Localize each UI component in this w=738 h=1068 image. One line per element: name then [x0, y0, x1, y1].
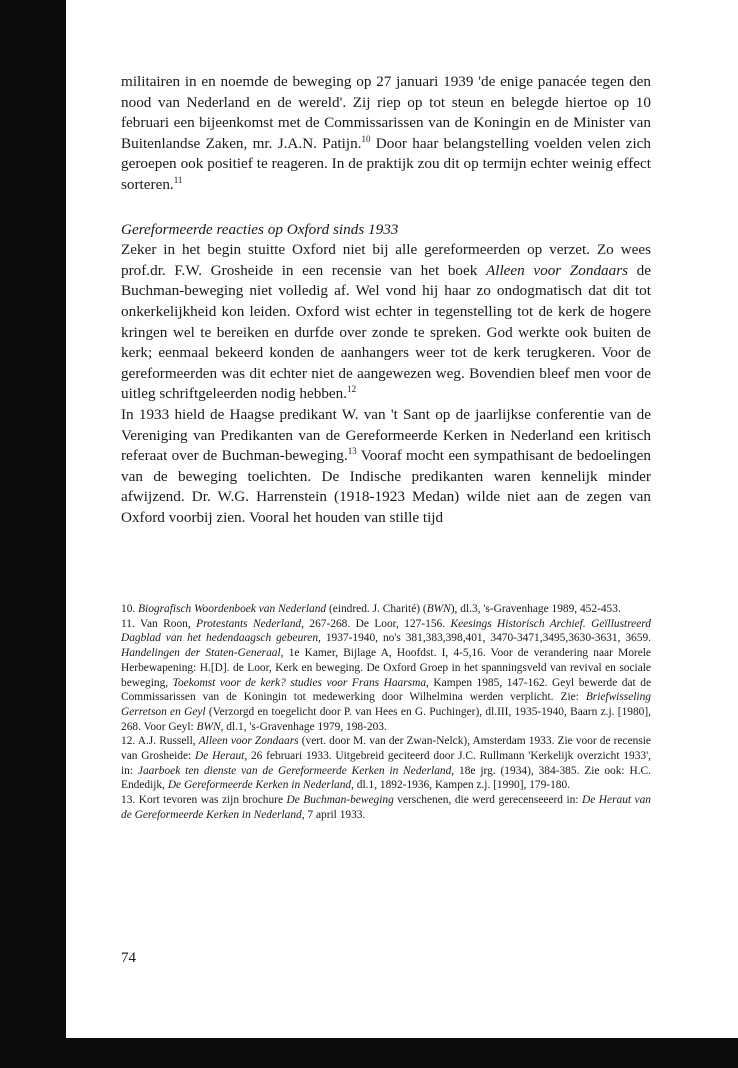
paragraph-1: militairen in en noemde de beweging op 27 januari 1939 'de enige panacée tegen den nood van Nederland en de wereld'. Zij riep op tot steun en belegde hiertoe op 10 februari een bijeenkomst met de Commissarissen van de Koningin en de Minister van Buitenlandse Zaken, mr. J.A.N. Patijn.$^{10}$ Door haar belangstelling voelden velen zich geroepen ook positief te reageren. In de praktijk zou dit op termijn echter weinig effect sorteren.$^{11}$ — [121, 73, 651, 193]
scan-border-left — [0, 0, 66, 1068]
footnote-ref-10[interactable]: 10 — [361, 133, 371, 144]
footnote-ref-11[interactable]: 11 — [173, 174, 183, 185]
footnote-13: 13. Kort tevoren was zijn brochure De Buchman-beweging verschenen, die werd gerecenseeerd in: De Heraut van de Gereformeerde Kerken in Nederland, 7 april 1933. — [121, 794, 651, 821]
footnote-ref-13[interactable]: 13 — [347, 446, 357, 457]
main-text — [121, 72, 651, 528]
footnote-12: 12. A.J. Russell, Alleen voor Zondaars (vert. door M. van der Zwan-Nelck), Amsterdam 1933. Zie voor de recensie van Grosheide: De Heraut, 26 februari 1933. Uitgebreid geciteerd door J.C. Rullmann 'Kerkelijk overzicht 1933', in: Jaarboek ten dienste van de Gereformeerde Kerken in Nederland, 18e jrg. (1934), 384-385. Zie ook: H.C. Endedijk, De Gereformeerde Kerken in Nederland, dl.1, 1892-1936, Kampen z.j. [1990], 179-180. — [121, 735, 651, 792]
footnote-ref-12[interactable]: 12 — [347, 384, 357, 395]
paragraph-2: Zeker in het begin stuitte Oxford niet bij alle gereformeerden op verzet. Zo wees prof.dr. F.W. Grosheide in een recensie van het boek Alleen voor Zondaars de Buchman-beweging niet volledig af. Wel vond hij haar zo ondogmatisch dat dit tot onkerkelijkheid kon leiden. Oxford wist echter in tegenstelling tot de kerk de hogere kringen wel te bereiken en durfde over zonde te spreken. God werkte ook buiten de kerk; eenmaal bekeerd konden de aanhangers weer tot de kerk terugkeren. Voor de gereformeerden was dit echter niet de aangewezen weg. Bovendien bleef men voor de uitleg schriftgeleerden nodig hebben.$^{12}$ — [121, 241, 651, 403]
footnote-11: 11. Van Roon, Protestants Nederland, 267-268. De Loor, 127-156. Keesings Historisch Archief. Geïllustreerd Dagblad van het hedendaagsch gebeuren, 1937-1940, no's 381,383,398,401, 3470-3471,3495,3630-3631, 3659. Handelingen der Staten-Generaal, 1e Kamer, Bijlage A, Hoofdst. I, 4-5,16. Voor de verandering naar Morele Herbewapening: H.[D]. de Loor, Kerk en beweging. De Oxford Groep in het spanningsveld van revival en sociale beweging, Toekomst voor de kerk? studies voor Frans Haarsma, Kampen 1985, 147-162. Geyl bewerde dat de Commissarissen van de Koningin tot medewerking door Wilhelmina werden verplicht. Zie: Briefwisseling Gerretson en Geyl (Verzorgd en toegelicht door P. van Hees en G. Puchinger), dl.III, 1935-1940, Baarn z.j. [1980], 268. Voor Geyl: BWN, dl.1, 's-Gravenhage 1979, 198-203. — [121, 617, 651, 733]
paragraph-3: In 1933 hield de Haagse predikant W. van 't Sant op de jaarlijkse conferentie van de Vereniging van Predikanten van de Gereformeerde Kerken in Nederland een kritisch referaat over de Buchman-beweging.$^{13}$ Vooraf mocht een sympathisant de bedoelingen van de beweging toelichten. De Indische predikanten waren kennelijk minder afwijzend. Dr. W.G. Harrenstein (1918-1923 Medan) wilde niet aan de zegen van Oxford voorbij zien. Vooral het houden van stille tijd — [121, 405, 651, 526]
section-heading: Gereformeerde reacties op Oxford sinds 1933 — [121, 220, 399, 238]
scan-border-bottom — [66, 1038, 738, 1068]
page-number: 74 — [121, 950, 136, 966]
footnote-10: 10. Biografisch Woordenboek van Nederland (eindred. J. Charité) (BWN), dl.3, 's-Gravenhage 1989, 452-453. — [121, 603, 621, 615]
footnotes — [121, 602, 651, 823]
